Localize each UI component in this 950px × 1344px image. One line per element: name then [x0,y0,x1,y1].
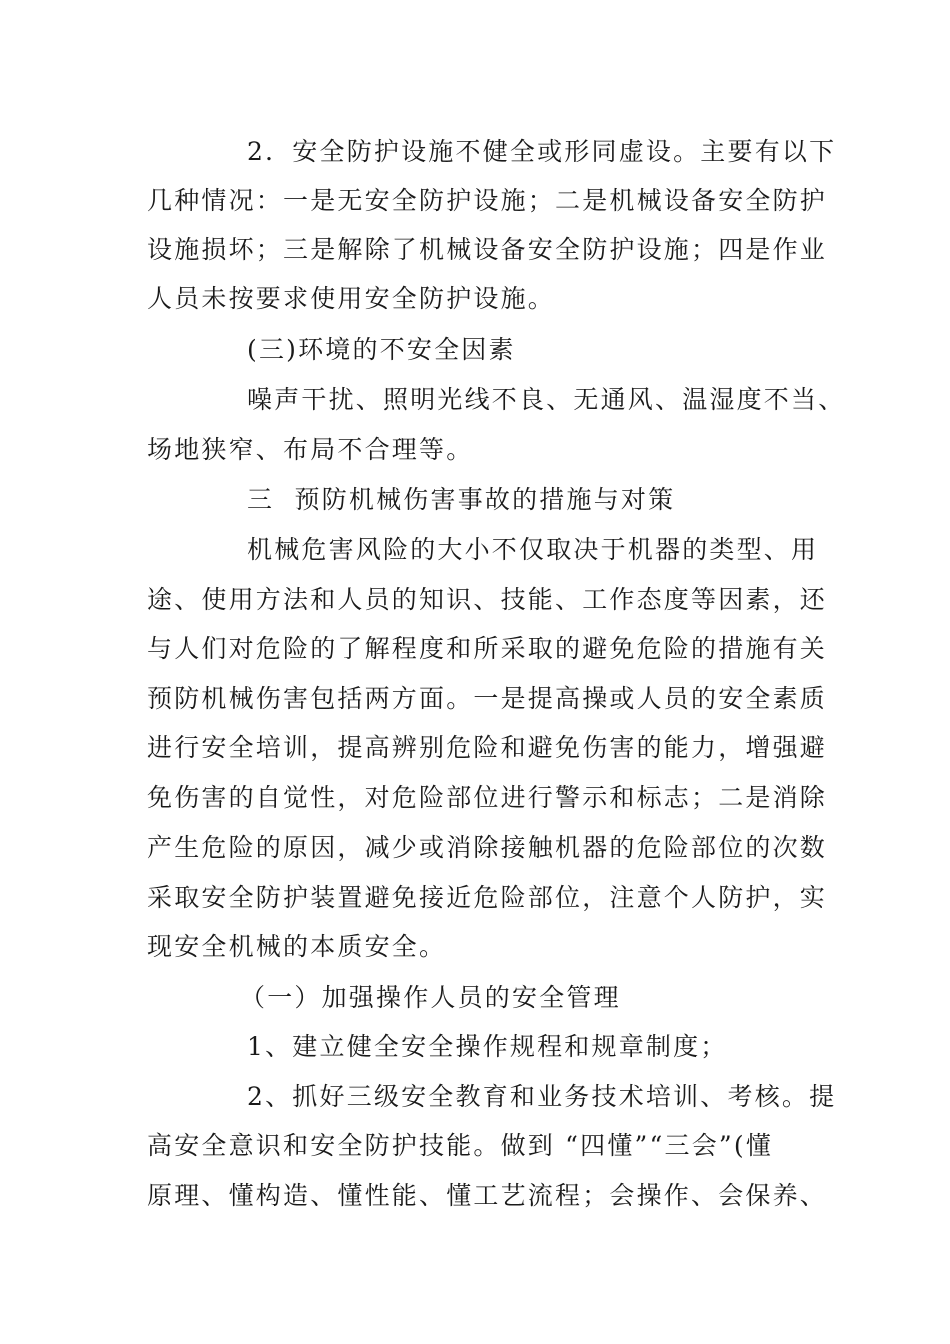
paragraph-line: 噪声干扰、照明光线不良、无通风、温湿度不当、 [247,385,846,414]
section-heading: (三)环境的不安全因素 [247,335,516,364]
paragraph-line: 免伤害的自觉性，对危险部位进行警示和标志；二是消除 [147,783,828,812]
paragraph-line: 设施损坏；三是解除了机械设备安全防护设施；四是作业 [147,235,828,264]
paragraph-line: 2．安全防护设施不健全或形同虚设。主要有以下 [247,137,837,166]
section-heading: （一）加强操作人员的安全管理 [240,983,621,1012]
paragraph-line: 几种情况：一是无安全防护设施；二是机械设备安全防护 [147,186,828,215]
paragraph-line: 途、使用方法和人员的知识、技能、工作态度等因素，还 [147,585,828,614]
paragraph-line: 产生危险的原因，减少或消除接触机器的危险部位的次数 [147,833,828,862]
paragraph-line: 与人们对危险的了解程度和所采取的避免危险的措施有关 [147,634,828,663]
paragraph-line: 1、建立健全安全操作规程和规章制度； [247,1032,728,1061]
paragraph-line: 2、抓好三级安全教育和业务技术培训、考核。提 [247,1082,837,1111]
section-heading: 三 预防机械伤害事故的措施与对策 [247,485,676,514]
paragraph-line: 场地狭窄、布局不合理等。 [147,435,474,464]
paragraph-line: 高安全意识和安全防护技能。做到 “四懂”“三会”(懂 [147,1131,774,1160]
paragraph-line: 现安全机械的本质安全。 [147,932,447,961]
paragraph-line: 人员未按要求使用安全防护设施。 [147,284,556,313]
paragraph-line: 采取安全防护装置避免接近危险部位，注意个人防护，实 [147,883,828,912]
paragraph-line: 预防机械伤害包括两方面。一是提高操或人员的安全素质 [147,684,828,713]
paragraph-line: 原理、懂构造、懂性能、懂工艺流程；会操作、会保养、 [147,1181,828,1210]
paragraph-line: 进行安全培训，提高辨别危险和避免伤害的能力，增强避 [147,733,828,762]
paragraph-line: 机械危害风险的大小不仅取决于机器的类型、用 [247,535,819,564]
